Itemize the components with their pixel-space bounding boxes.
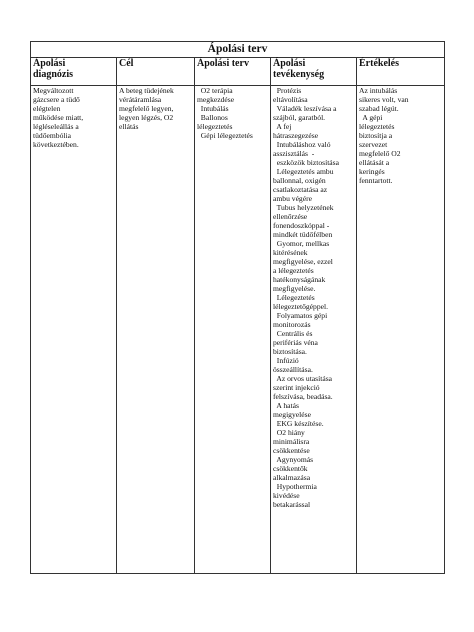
activity-line: Folyamatos gépi <box>273 311 328 320</box>
header-diagnosis-line: Ápolási <box>33 58 66 69</box>
header-row <box>31 58 445 86</box>
activities-cell <box>271 86 357 574</box>
plan-line: O2 terápia <box>197 86 233 95</box>
activity-line: kivédése <box>273 491 300 500</box>
activity-line: Centrális és <box>273 329 313 338</box>
goal-line: vérátáramlása <box>119 95 162 104</box>
header-goal <box>117 58 195 86</box>
evaluation-line: ellátását a <box>359 158 390 167</box>
diagnosis-line: gázcsere a tüdő <box>33 95 80 104</box>
activity-line: EKG készítése. <box>273 419 324 428</box>
plan-line: megkezdése <box>197 95 235 104</box>
activity-line: ambu végére <box>273 194 313 203</box>
goal-line: megfelelő legyen, <box>119 104 174 113</box>
activity-line: Lélegeztetés ambu <box>273 167 334 176</box>
content-row <box>31 86 445 574</box>
evaluation-line: megfelelő O2 <box>359 149 401 158</box>
activity-line: csökkentők <box>273 464 308 473</box>
diagnosis-line: tüdőembólia <box>33 131 71 140</box>
activity-line: mindkét tüdőfélben <box>273 230 333 239</box>
activity-line: Lélegeztetés <box>273 293 315 302</box>
activity-line: Gyomor, mellkas <box>273 239 330 248</box>
diagnosis-line: elégtelen <box>33 104 61 113</box>
evaluation-line: A gépi <box>359 113 383 122</box>
activity-line: hátraszegezése <box>273 131 319 140</box>
plan-line: Gépi lélegeztetés <box>197 131 253 140</box>
header-activities-line: tevékenység <box>273 69 325 80</box>
title-row <box>31 42 445 58</box>
header-diagnosis <box>31 58 117 86</box>
activity-line: hatékonyságának <box>273 275 326 284</box>
activity-line: szájból, garatból. <box>273 113 326 122</box>
activity-line: kitérésének <box>273 248 308 257</box>
activity-line: összeállítása. <box>273 365 313 374</box>
activity-line: betakarással <box>273 500 311 509</box>
goal-line: A beteg tüdejének <box>119 86 174 95</box>
plan-line: Intubálás <box>197 104 229 113</box>
diagnosis-line: működése miatt, <box>33 113 84 122</box>
activity-line: felszívása, beadása. <box>273 392 333 401</box>
activity-line: Agynyomás <box>273 455 314 464</box>
activity-line: monitorozás <box>273 320 311 329</box>
header-evaluation <box>357 58 445 86</box>
activity-line: biztosítása. <box>273 347 307 356</box>
goal-cell <box>117 86 195 574</box>
activity-line: ellenőrzése <box>273 212 308 221</box>
diagnosis-line: légléseleállás a <box>33 122 79 131</box>
activity-line: asszisztálás - <box>273 149 315 158</box>
activity-line: fonendoszkóppal - <box>273 221 330 230</box>
activity-line: minimálisra <box>273 437 310 446</box>
diagnosis-line: következtében. <box>33 140 79 149</box>
activity-line: Váladék leszívása a <box>273 104 337 113</box>
activity-line: szerint injekció <box>273 383 320 392</box>
goal-line: legyen légzés, O2 <box>119 113 174 122</box>
activity-line: alkalmazása <box>273 473 311 482</box>
plan-line: lélegeztetés <box>197 122 233 131</box>
activity-line: megfigyelése, ezzel <box>273 257 333 266</box>
header-goal-line: Cél <box>119 58 134 69</box>
header-plan <box>195 58 271 86</box>
activity-line: A fej <box>273 122 292 131</box>
evaluation-line: sikeres volt, van <box>359 95 409 104</box>
header-activities-line: Ápolási <box>273 58 306 69</box>
activity-line: csökkentése <box>273 446 310 455</box>
table-title: Ápolási terv <box>31 42 445 58</box>
evaluation-line: fenntartott. <box>359 176 393 185</box>
header-plan-line: Ápolási terv <box>197 58 249 69</box>
plan-line: Ballonos <box>197 113 228 122</box>
header-activities <box>271 58 357 86</box>
activity-line: Intubáláshoz való <box>273 140 331 149</box>
goal-line: ellátás <box>119 122 139 131</box>
evaluation-line: szabad légút. <box>359 104 399 113</box>
activity-line: A hatás <box>273 401 299 410</box>
nursing-plan-table <box>30 41 445 574</box>
activity-line: lélegeztetőgéppel. <box>273 302 329 311</box>
evaluation-line: szervezet <box>359 140 388 149</box>
activity-line: perifériás véna <box>273 338 318 347</box>
header-diagnosis-line: diagnózis <box>33 69 74 80</box>
activity-line: Protézis <box>273 86 302 95</box>
evaluation-line: lélegeztetés <box>359 122 395 131</box>
activity-line: Tubus helyzetének <box>273 203 334 212</box>
diagnosis-cell <box>31 86 117 574</box>
activity-line: Az orvos utasítása <box>273 374 333 383</box>
diagnosis-line: Megváltozott <box>33 86 74 95</box>
evaluation-line: keringés <box>359 167 385 176</box>
activity-line: Hypothermia <box>273 482 317 491</box>
evaluation-line: biztosítja a <box>359 131 393 140</box>
activity-line: Infúzió <box>273 356 299 365</box>
plan-cell <box>195 86 271 574</box>
header-evaluation-line: Értékelés <box>359 58 399 69</box>
evaluation-line: Az intubálás <box>359 86 398 95</box>
activity-line: megfigyelése. <box>273 284 316 293</box>
activity-line: eltávolítása <box>273 95 308 104</box>
activity-line: eszközök biztosítása <box>273 158 340 167</box>
activity-line: megigyelése <box>273 410 311 419</box>
activity-line: a lélegeztetés <box>273 266 314 275</box>
activity-line: csatlakoztatása az <box>273 185 328 194</box>
activity-line: O2 hiány <box>273 428 305 437</box>
activity-line: ballonnal, oxigén <box>273 176 326 185</box>
evaluation-cell <box>357 86 445 574</box>
